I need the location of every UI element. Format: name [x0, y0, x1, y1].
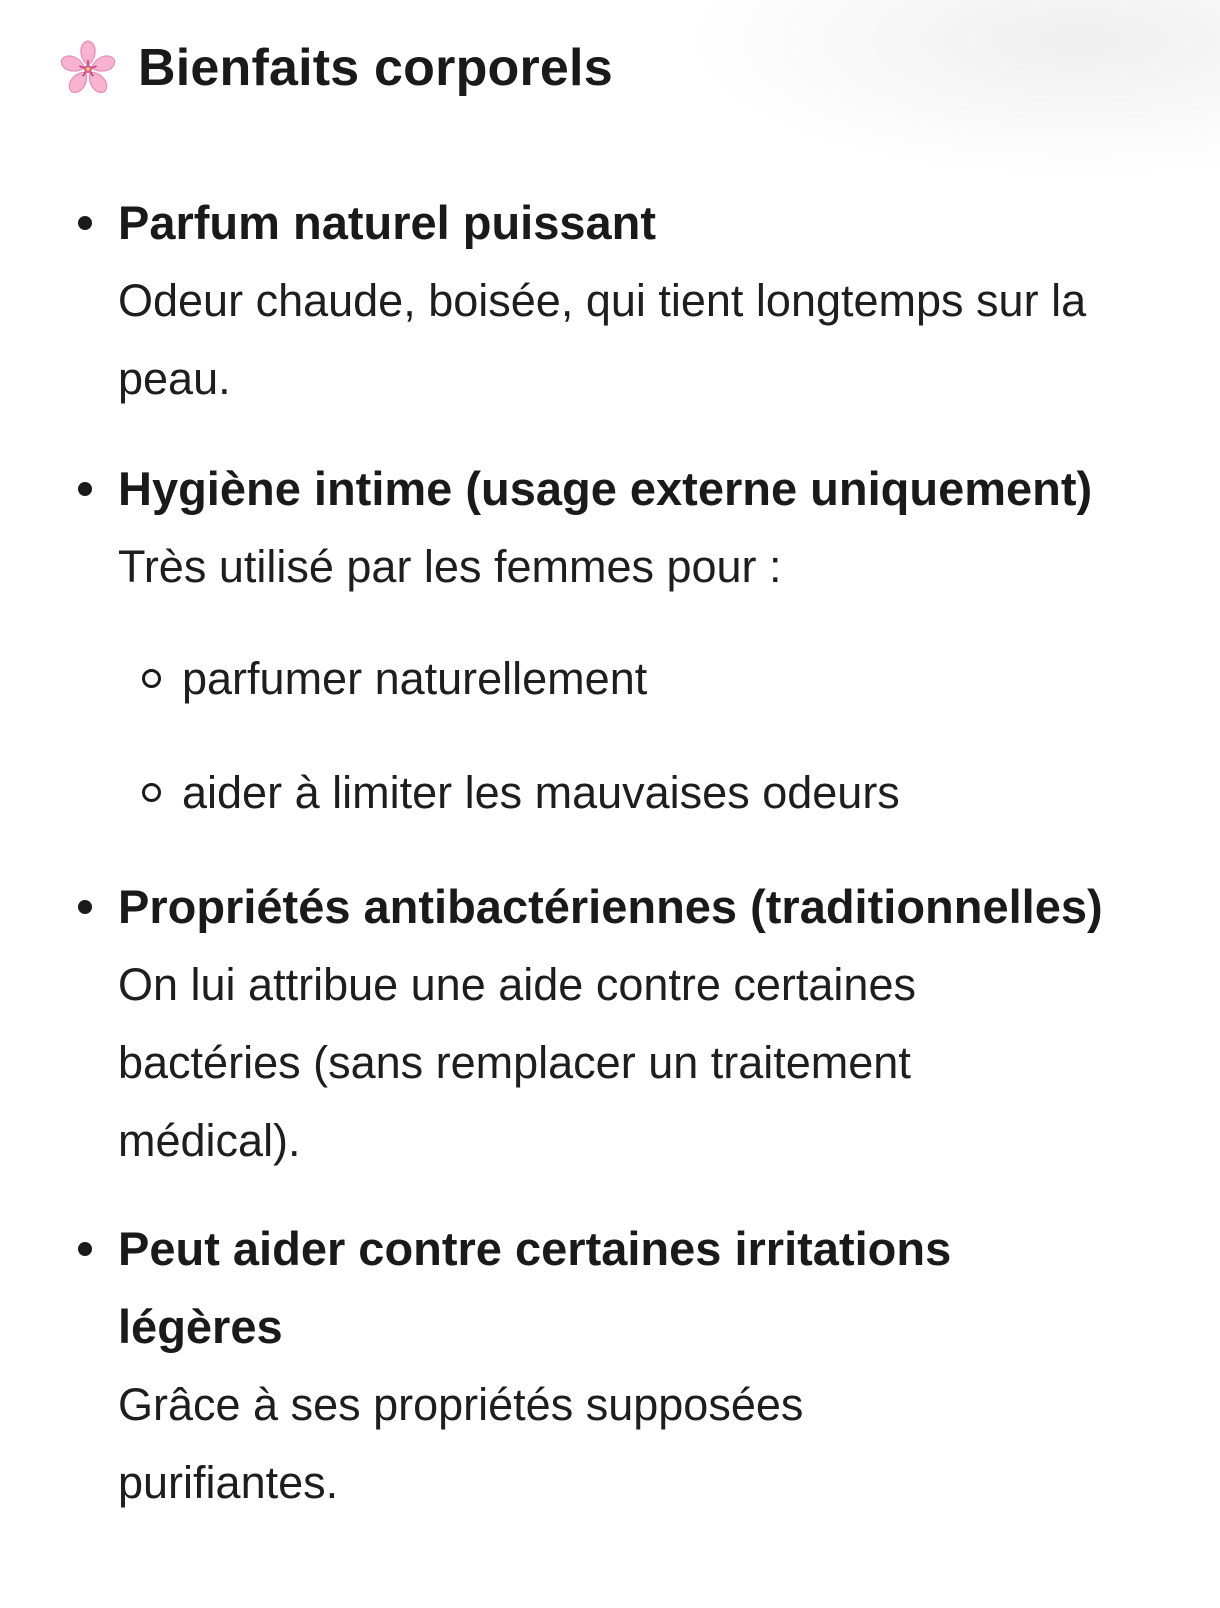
bullet-dot [78, 900, 92, 914]
heading-title: Bienfaits corporels [138, 39, 613, 97]
sub-item-text: parfumer naturellement [182, 653, 648, 704]
item-title: Hygiène intime (usage externe uniquement) [118, 462, 1093, 515]
item-title: Parfum naturel puissant [118, 196, 656, 249]
circle-bullet-icon [142, 783, 161, 802]
circle-bullet-icon [142, 669, 161, 688]
item-description: Odeur chaude, boisée, qui tient longtemps sur la peau. [118, 275, 1087, 404]
list-item-hygiene [118, 450, 1178, 606]
list-item-antibacterial [118, 868, 1178, 1180]
list-item-irritations [118, 1210, 1178, 1522]
section-heading [56, 36, 613, 100]
sub-item-text: aider à limiter les mauvaises odeurs [182, 767, 900, 818]
item-title: Peut aider contre certaines irritations légères [118, 1222, 952, 1353]
sub-list-item [182, 640, 647, 718]
item-description: On lui attribue une aide contre certaines bactéries (sans remplacer un traitement médical). [118, 959, 916, 1166]
sub-list-item [182, 754, 900, 832]
cherry-blossom-icon [56, 36, 120, 100]
list-item-parfum [118, 184, 1178, 418]
item-description: Grâce à ses propriétés supposées purifiantes. [118, 1379, 804, 1508]
bullet-dot [78, 1242, 92, 1256]
item-description: Très utilisé par les femmes pour : [118, 541, 782, 592]
item-title: Propriétés antibactériennes (traditionnelles) [118, 880, 1103, 933]
bullet-dot [78, 216, 92, 230]
bullet-dot [78, 482, 92, 496]
